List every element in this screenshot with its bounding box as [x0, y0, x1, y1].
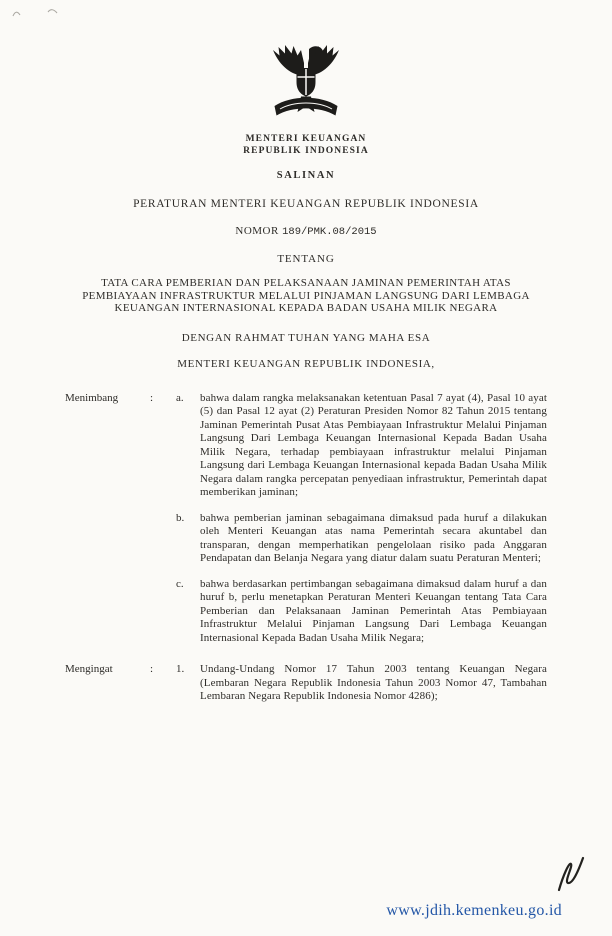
menimbang-section [65, 392, 547, 646]
jdih-footer-link[interactable]: www.jdih.kemenkeu.go.id [386, 902, 562, 919]
mengingat-section [65, 663, 547, 704]
mengingat-item-1 [176, 663, 547, 704]
ministry-name-line2: REPUBLIK INDONESIA [243, 145, 369, 156]
garuda-pancasila-emblem [268, 36, 344, 129]
menimbang-item-b [176, 512, 547, 566]
regulation-number [65, 225, 547, 238]
menimbang-colon: : [150, 391, 154, 404]
menimbang-item-c [176, 578, 547, 646]
item-text: bahwa berdasarkan pertimbangan sebagaimana dimaksud dalam huruf a dan huruf b, perlu menetapkan Peraturan Menteri Keuangan tentang Tata Cara Pemberian dan Pelaksanaan Jaminan Pemerintah Atas Pembiayaan Infrastruktur Melalui Pinjaman Langsung Dari Lembaga Keuangan Internasional Kepada Badan Usaha Milik Negara; [200, 577, 547, 644]
regulation-subject: TATA CARA PEMBERIAN DAN PELAKSANAAN JAMINAN PEMERINTAH ATAS PEMBIAYAAN INFRASTRUKTUR MELALUI PINJAMAN LANGSUNG DARI LEMBAGA KEUANGAN INTERNASIONAL KEPADA BADAN USAHA MILIK NEGARA [82, 277, 530, 314]
mengingat-colon: : [150, 663, 154, 675]
item-marker: 1. [176, 663, 185, 675]
item-marker: a. [176, 391, 184, 404]
nomor-value: 189/PMK.08/2015 [282, 226, 377, 238]
menimbang-label: Menimbang [65, 391, 119, 404]
authority-line: MENTERI KEUANGAN REPUBLIK INDONESIA, [177, 357, 435, 370]
regulation-title: PERATURAN MENTERI KEUANGAN REPUBLIK INDONESIA [133, 198, 479, 210]
nomor-label: NOMOR [235, 225, 279, 237]
item-text: bahwa pemberian jaminan sebagaimana dimaksud pada huruf a dilakukan oleh Menteri Keuangan atas nama Pemerintah secara akuntabel dan transparan, dengan memperhatikan pengelolaan risiko pada Anggaran Pendapatan dan Belanja Negara yang diatur dalam suatu Peraturan Menteri; [200, 511, 547, 564]
menimbang-item-a [176, 392, 547, 500]
pencil-mark [8, 5, 62, 21]
mengingat-label: Mengingat [65, 663, 113, 675]
item-text: bahwa dalam rangka melaksanakan ketentuan Pasal 7 ayat (4), Pasal 10 ayat (5) dan Pasal 12 ayat (2) Peraturan Presiden Nomor 82 Tahun 2015 tentang Jaminan Pemerintah Pusat Atas Pembiayaan Infrastruktur Melalui Pinjaman Langsung Dari Lembaga Keuangan Internasional Kepada Badan Usaha Milik Negara, terhadap pembiayaan infrastruktur melalui Pinjaman Langsung dari Lembaga Keuangan Internasional kepada Badan Usaha Milik Negara dalam rangka percepatan penyediaan infrastruktur, Pemerintah dapat memberikan jaminan; [200, 391, 547, 498]
garuda-eagle-icon [268, 36, 344, 124]
rahmat-line: DENGAN RAHMAT TUHAN YANG MAHA ESA [181, 331, 431, 344]
item-marker: b. [176, 511, 185, 524]
ministry-name-line1: MENTERI KEUANGAN [245, 134, 367, 144]
salinan-label: SALINAN [276, 170, 336, 181]
item-text: Undang-Undang Nomor 17 Tahun 2003 tentang Keuangan Negara (Lembaran Negara Republik Indonesia Tahun 2003 Nomor 47, Tambahan Lembaran Negara Republik Indonesia Nomor 4286); [200, 663, 547, 702]
item-marker: c. [176, 577, 184, 590]
paraf-signature-mark [554, 854, 588, 896]
tentang-label: TENTANG [277, 253, 335, 265]
